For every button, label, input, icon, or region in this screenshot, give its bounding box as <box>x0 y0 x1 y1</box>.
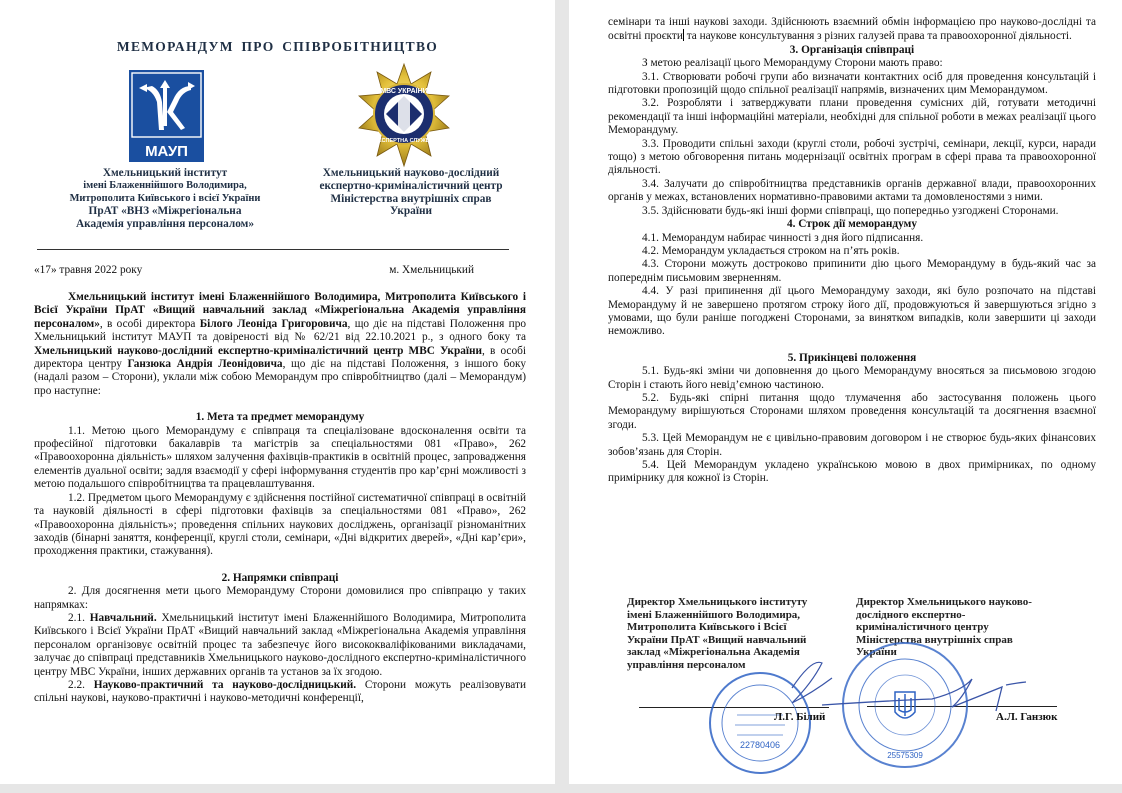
clause-3-4: 3.4. Залучати до співробітництва представників органів державної влади, правоохоронних органів у межах, встановлених нормативно-правовими актами та домовленостями з ними. <box>608 177 1096 204</box>
clause-2-1 <box>34 612 526 679</box>
party2-director: Ганзюка Андрія Леонідовича <box>127 358 283 371</box>
org-left-line: Академія управління персоналом» <box>76 218 254 231</box>
clause-text: та наукове консультування з різних галузей права та правоохоронної діяльності. <box>683 30 1072 43</box>
clause-5-4: 5.4. Цей Меморандум укладено українською мовою в двох примірниках, по одному примірнику для кожної із Сторін. <box>608 459 1096 485</box>
section2-heading: 2. Напрямки співпраці <box>221 571 339 584</box>
section5-heading: 5. Прикінцеві положення <box>787 351 917 364</box>
date-line <box>34 264 474 276</box>
clause-4-2: 4.2. Меморандум укладається строком на п’ять років. <box>642 244 900 257</box>
clause-2-2-continued <box>608 16 1096 44</box>
org-left-line: Митрополита Київського і всієї України <box>69 192 261 204</box>
svg-text:МВС УКРАЇНИ: МВС УКРАЇНИ <box>380 88 428 95</box>
signatory-right-name: А.Л. Ганзюк <box>996 711 1058 723</box>
header-divider <box>37 249 509 250</box>
signatory-line: заклад «Міжрегіональна Академія <box>627 646 800 659</box>
clause-5-1: 5.1. Будь-які зміни чи доповнення до цього Меморандуму вносяться за письмовою згодою Сторін і стають його невід’ємною частиною. <box>608 365 1096 391</box>
org-right-name <box>296 167 526 218</box>
svg-text:22780406: 22780406 <box>739 740 781 750</box>
org-left-name <box>40 167 290 231</box>
signatory-line: імені Блаженнійшого Володимира, <box>627 608 801 621</box>
right-page-body <box>608 16 1096 486</box>
org-left-line: Хмельницький інститут <box>102 167 228 179</box>
mvs-emblem-icon <box>353 62 455 170</box>
preamble <box>34 291 526 398</box>
org-right-line: Міністерства внутрішніх справ <box>330 192 492 205</box>
signatory-line: України ПрАТ «Вищий навчальний <box>627 633 807 646</box>
party1-director: Білого Леоніда Григоровича <box>199 317 348 330</box>
clause-text: Сторони можуть реалізовувати спільні наукові, науково-практичні і науково-методичні конференції, <box>34 678 526 705</box>
clause-4-4: 4.4. У разі припинення дії цього Меморандуму заходи, які було розпочато на підставі Меморандуму й не завершено протягом строку його дії, продовжуються й завершуються згідно з умовами, що були раніше погоджені Сторонами, за винятком випадків, коли завершити ці заходи неможливо. <box>608 285 1096 338</box>
document-city: м. Хмельницький <box>389 264 474 276</box>
svg-text:МАУП: МАУП <box>145 143 188 160</box>
clause-5-3: 5.3. Цей Меморандум не є цивільно-правовим договором і не створює будь-яких фінансових зобов’язань для Сторін. <box>608 432 1096 458</box>
signatory-line: управління персоналом <box>627 658 746 671</box>
org-right-line: експертно-криміналістичний центр <box>319 179 503 192</box>
clause-4-3: 4.3. Сторони можуть достроково припинити дію цього Меморандуму в будь-який час за попереднім письмовим зверненням. <box>608 258 1096 284</box>
signatory-line: Міністерства внутрішніх справ <box>856 633 1013 646</box>
document-page-left <box>0 0 555 784</box>
clause-title: Науково-практичний та науково-дослідницький. <box>93 678 357 691</box>
signatory-left-name: Л.Г. Білий <box>774 711 826 723</box>
section3-intro: З метою реалізації цього Меморандуму Сторони мають право: <box>642 57 943 70</box>
party1-name: Хмельницький інститут імені Блаженнійшого Володимира, Митрополита Київського і Всієї України ПрАТ «Вищий навчальний заклад «Міжрегіональна Академія управління персоналом» <box>34 291 526 330</box>
clause-3-2: 3.2. Розробляти і затверджувати плани проведення сумісних дій, готувати методичні рекомендації та інші інформаційні матеріали, необхідні для спільної роботи в межах реалізації цього Меморандуму. <box>608 97 1096 137</box>
section1-heading: 1. Мета та предмет меморандуму <box>195 411 365 424</box>
org-right-line: Хмельницький науково-дослідний <box>322 167 500 179</box>
clause-3-1: 3.1. Створювати робочі групи або визначати контактних осіб для проведення консультацій і підготовки пропозицій щодо спільної реалізації напрямів, визначених цим Меморандумом. <box>608 70 1096 97</box>
party2-name: Хмельницький науково-дослідний експертно-криміналістичний центр МВС України <box>34 344 483 357</box>
signature-block <box>612 590 1092 775</box>
clause-text: семінари та інші наукові заходи. Здійснюють взаємний обмін інформацією про науково-дослідні та освітні проєкти <box>608 16 1096 43</box>
clause-label: 2.1. <box>68 611 90 624</box>
svg-text:25575309: 25575309 <box>887 751 923 760</box>
clause-label: 2.2. <box>68 678 94 691</box>
preamble-text: , що діє на підставі Положення, з іншого боку (надалі разом – Сторони), уклали між собою Меморандум про співробітництво (далі – Меморандум) про наступне: <box>34 358 527 397</box>
signatory-line: Митрополита Київського і Всієї <box>627 621 787 634</box>
org-right-line: України <box>390 205 432 218</box>
clause-1-2: 1.2. Предметом цього Меморандуму є здійснення постійної систематичної співпраці в освітній та науковій діяльності в сфері підготовки фахівців за спеціальностями 081 «Право», 262 «Правоохоронна діяльність»; проведення спільних наукових досліджень, організації різноманітних заходів (бінарні заняття, конференції, круглі столи, семінари, «Дні відкритих дверей», «Дні кар’єри», проходження практики, стажування). <box>34 491 526 558</box>
clause-text: Хмельницький інститут імені Блаженнійшого Володимира, Митрополита Київського і Всієї України ПрАТ «Вищий навчальний заклад «Міжрегіональна Академія управління персоналом організовує освітній процес та забезпечує його висококваліфікованими викладачами, залучає до співпраці представників Хмельницького науково-дослідного експертно-криміналістичного центру МВС України, інших державних органів та установ за їх згодою. <box>34 611 526 678</box>
preamble-text: , що діє на підставі Положення про Хмельницький інститут МАУП та довіреності від № 62/21 від 22.10.2021 р., з одного боку та <box>34 317 526 344</box>
signatory-line: дослідного експертно- <box>856 608 966 621</box>
org-left-line: імені Блаженнійшого Володимира, <box>83 179 247 191</box>
svg-text:ЕКСПЕРТНА СЛУЖБА: ЕКСПЕРТНА СЛУЖБА <box>374 138 434 144</box>
clause-1-1: 1.1. Метою цього Меморандуму є співпраця та спеціалізоване вдосконалення освіти та професійної підготовки бакалаврів та магістрів за спеціальностями 081 «Право», 262 «Правоохоронна діяльність» шляхом залучення фахівців-практиків в освітній процес, запровадження елементів дуальної освіти; задля взаємодії у сфері інформування студентів про кар’єрні можливості з метою подальшого співробітництва та працевлаштування. <box>34 424 526 491</box>
clause-5-2: 5.2. Будь-які спірні питання щодо тлумачення або застосування положень цього Меморандуму вирішуються Сторонами шляхом проведення консультацій та досягнення взаємної згоди. <box>608 391 1096 431</box>
section3-heading: 3. Організація співпраці <box>789 43 915 56</box>
preamble-text: , в особі директора центру <box>34 344 526 371</box>
clause-3-3: 3.3. Проводити спільні заходи (круглі столи, робочі зустрічі, семінари, лекції, курси, наради тощо) з метою обговорення питань модернізації освітніх програм в сфері права та правоохоронної діяльності. <box>608 137 1096 177</box>
clause-title: Навчальний. <box>89 611 157 624</box>
signatory-line: криміналістичного центру <box>856 621 989 634</box>
signatory-line: Директор Хмельницького інституту <box>627 596 808 608</box>
preamble-text: , в особі директора <box>99 317 200 330</box>
left-page-body <box>34 291 526 706</box>
clause-4-1: 4.1. Меморандум набирає чинності з дня його підписання. <box>642 231 924 244</box>
clause-2: 2. Для досягнення мети цього Меморандуму Сторони домовилися про співпрацю у таких напрямках: <box>34 585 526 611</box>
org-left-line: ПрАТ «ВНЗ «Міжрегіональна <box>88 205 242 218</box>
document-date: «17» травня 2022 року <box>34 264 143 276</box>
page-gap <box>0 784 1122 793</box>
signatory-line: Директор Хмельницького науково- <box>856 596 1032 608</box>
signatory-line: України <box>856 646 897 659</box>
clause-2-2 <box>34 679 526 706</box>
clause-3-5: 3.5. Здійснювати будь-які інші форми співпраці, що попередньо узгоджені Сторонами. <box>642 204 1059 217</box>
document-title: МЕМОРАНДУМ ПРО СПІВРОБІТНИЦТВО <box>116 39 439 54</box>
maup-logo-icon <box>129 70 204 162</box>
section4-heading: 4. Строк дії меморандуму <box>787 218 917 231</box>
